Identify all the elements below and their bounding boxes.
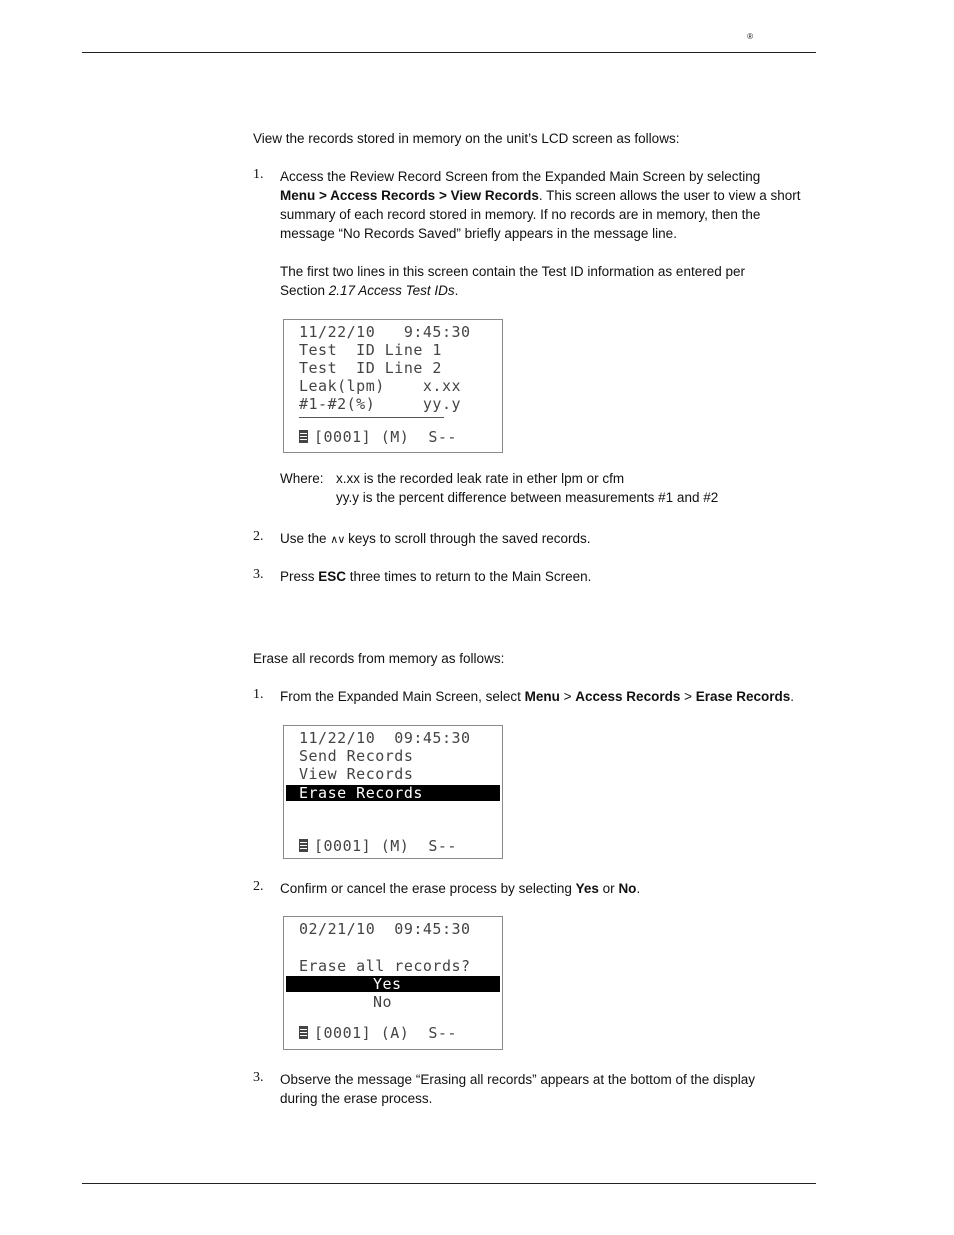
battery-icon <box>299 839 308 852</box>
registered-mark: ® <box>747 32 753 41</box>
step-2-text: Use the ∧∨ keys to scroll through the saved records. <box>280 529 820 549</box>
footer-rule <box>82 1183 816 1184</box>
lcd-divider <box>299 417 444 418</box>
step-number: 3. <box>253 567 264 582</box>
step-1-text: Access the Review Record Screen from the Expanded Main Screen by selecting Menu > Access Records > View Records. This screen allows the user to view a short summary of each record stored in memory. If no records are in memory, then the message “No Records Saved” briefly appears in the message line. <box>280 169 801 241</box>
header-rule <box>82 52 816 53</box>
lcd-status-line: [0001] (M) S-- <box>299 837 457 855</box>
erase-step-1-text: From the Expanded Main Screen, select Menu > Access Records > Erase Records. <box>280 689 795 704</box>
where-line-2: yy.y is the percent difference between measurements #1 and #2 <box>336 490 719 505</box>
lcd-option-no: No <box>373 993 393 1011</box>
lcd-access-records-menu: 11/22/10 09:45:30 Send Records View Records Erase Records [0001] (M) S-- <box>283 725 503 859</box>
step-number: 3. <box>253 1070 264 1085</box>
lcd-erase-confirm: 02/21/10 09:45:30 Erase all records? Yes No [0001] (A) S-- <box>283 916 503 1050</box>
lcd-status-line: [0001] (M) S-- <box>299 428 457 446</box>
where-label: Where: <box>280 471 324 486</box>
up-down-arrow-icon: ∧∨ <box>330 533 345 546</box>
lcd-review-record-screen: 11/22/10 9:45:30 Test ID Line 1 Test ID Line 2 Leak(lpm) x.xx #1-#2(%) yy.y [0001] (M) S-- <box>283 319 503 453</box>
intro-view-records: View the records stored in memory on the unit’s LCD screen as follows: <box>253 131 680 146</box>
step-number: 2. <box>253 879 264 894</box>
step-3-text: Press ESC three times to return to the Main Screen. <box>280 569 592 584</box>
erase-step-2-text: Confirm or cancel the erase process by selecting Yes or No. <box>280 881 641 896</box>
test-id-note: The first two lines in this screen contain the Test ID information as entered per Section 2.17 Access Test IDs. <box>280 264 745 298</box>
lcd-status-line: [0001] (A) S-- <box>299 1024 457 1042</box>
where-line-1: x.xx is the recorded leak rate in ether lpm or cfm <box>336 471 625 486</box>
step-number: 1. <box>253 167 264 182</box>
erase-step-3-text: Observe the message “Erasing all records” appears at the bottom of the display during the erase process. <box>280 1072 755 1106</box>
step-number: 1. <box>253 687 264 702</box>
step-number: 2. <box>253 529 264 544</box>
battery-icon <box>299 1026 308 1039</box>
battery-icon <box>299 430 308 443</box>
intro-erase-records: Erase all records from memory as follows: <box>253 651 505 666</box>
lcd-selected-item: Erase Records <box>286 785 500 801</box>
lcd-selected-yes: Yes <box>286 976 500 992</box>
